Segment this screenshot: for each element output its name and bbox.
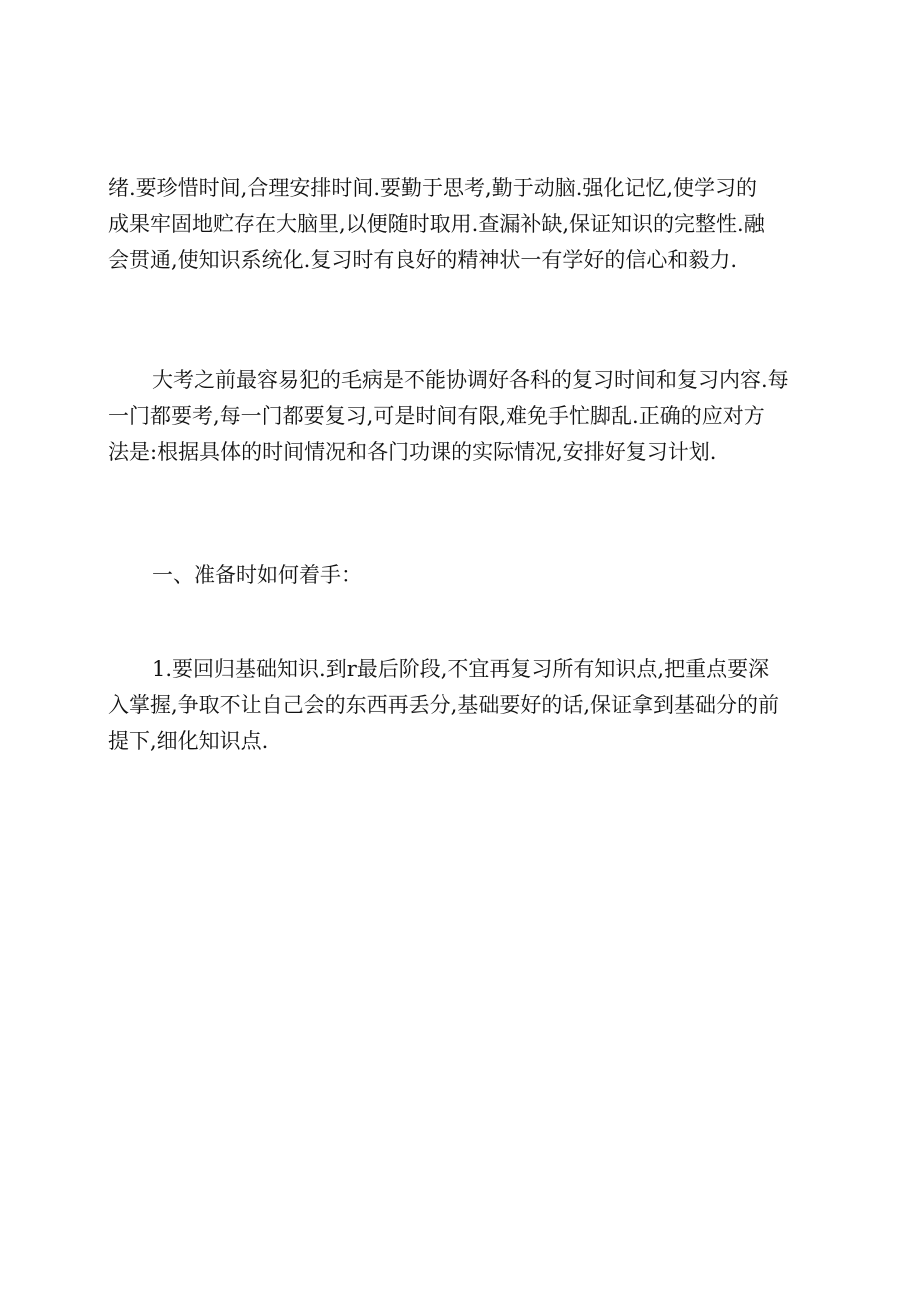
paragraph-study-habits [108,170,828,278]
paragraph-line: 提下,细化知识点. [108,729,269,753]
paragraph-line: 法是:根据具体的时间情况和各门功课的实际情况,安排好复习计划. [108,440,717,464]
paragraph-line: 大考之前最容易犯的毛病是不能协调好各科的复习时间和复习内容.每 [152,368,789,392]
paragraph-line: 会贯通,使知识系统化.复习时有良好的精神状一有学好的信心和毅力. [108,248,738,272]
paragraph-item-1 [108,651,828,759]
paragraph-line: 一门都要考,每一门都要复习,可是时间有限,难免手忙脚乱.正确的应对方 [108,404,765,428]
section-heading-text: 一、准备时如何着手： [152,563,362,587]
paragraph-exam-problems [108,362,828,470]
paragraph-line: 绪.要珍惜时间,合理安排时间.要勤于思考,勤于动脑.强化记忆,使学习的 [108,176,758,200]
paragraph-line: 1.要回归基础知识.到r最后阶段,不宜再复习所有知识点,把重点要深 [152,657,770,681]
section-heading [108,557,828,593]
paragraph-line: 成果牢固地贮存在大脑里,以便随时取用.查漏补缺,保证知识的完整性.融 [108,212,765,236]
paragraph-line: 入掌握,争取不让自己会的东西再丢分,基础要好的话,保证拿到基础分的前 [108,693,780,717]
